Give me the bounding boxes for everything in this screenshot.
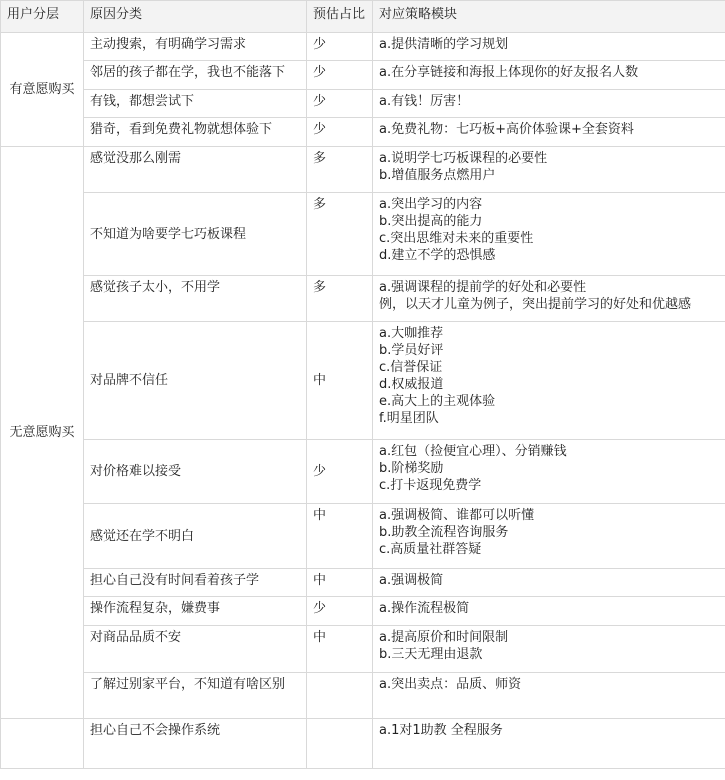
header-ratio: 预估占比 <box>307 1 373 33</box>
ratio-cell <box>307 673 373 719</box>
reason-cell: 感觉没那么刚需 <box>84 147 307 193</box>
strategy-cell <box>373 504 725 569</box>
strategy-cell <box>373 440 725 504</box>
reason-cell: 了解过别家平台，不知道有啥区别 <box>84 673 307 719</box>
strategy-item: a.突出学习的内容 <box>379 197 483 212</box>
strategy-cell <box>373 33 725 61</box>
strategy-item: b.学员好评 <box>379 343 444 358</box>
ratio-cell: 少 <box>307 440 373 504</box>
ratio-cell: 少 <box>307 61 373 90</box>
strategy-item: f.明星团队 <box>379 411 439 426</box>
strategy-cell <box>373 147 725 193</box>
strategy-item: a.说明学七巧板课程的必要性 <box>379 151 548 166</box>
ratio-cell: 中 <box>307 569 373 597</box>
reason-cell: 对商品品质不安 <box>84 626 307 673</box>
strategy-item: c.信誉保证 <box>379 360 443 375</box>
strategy-item: b.增值服务点燃用户 <box>379 168 496 183</box>
reason-cell: 邻居的孩子都在学，我也不能落下 <box>84 61 307 90</box>
reason-cell: 担心自己不会操作系统 <box>84 719 307 769</box>
strategy-cell <box>373 719 725 769</box>
strategy-item: b.三天无理由退款 <box>379 647 483 662</box>
table-row <box>1 569 725 597</box>
strategy-item: a.强调极简 <box>379 573 444 588</box>
reason-cell: 担心自己没有时间看着孩子学 <box>84 569 307 597</box>
user-tier-cell <box>1 719 84 769</box>
strategy-item: 例，以天才儿童为例子，突出提前学习的好处和优越感 <box>379 297 692 312</box>
strategy-item: a.在分享链接和海报上体现你的好友报名人数 <box>379 65 639 80</box>
ratio-cell: 中 <box>307 504 373 569</box>
reason-cell: 操作流程复杂，嫌费事 <box>84 597 307 626</box>
ratio-cell: 多 <box>307 147 373 193</box>
table-row <box>1 276 725 322</box>
table-row <box>1 673 725 719</box>
strategy-item: e.高大上的主观体验 <box>379 394 496 409</box>
strategy-cell <box>373 626 725 673</box>
strategy-item: b.突出提高的能力 <box>379 214 483 229</box>
ratio-cell: 少 <box>307 90 373 118</box>
strategy-cell <box>373 118 725 147</box>
strategy-item: b.阶梯奖励 <box>379 461 444 476</box>
ratio-cell: 少 <box>307 597 373 626</box>
table-row <box>1 322 725 440</box>
table-row <box>1 147 725 193</box>
strategy-item: a.强调极简、谁都可以听懂 <box>379 508 535 523</box>
ratio-cell: 中 <box>307 322 373 440</box>
table-row <box>1 193 725 276</box>
strategy-item: a.有钱！厉害！ <box>379 94 470 109</box>
strategy-cell <box>373 90 725 118</box>
header-strategy: 对应策略模块 <box>373 1 725 33</box>
table-row <box>1 118 725 147</box>
table-row <box>1 90 725 118</box>
table-row <box>1 33 725 61</box>
strategy-item: d.权威报道 <box>379 377 444 392</box>
table-row <box>1 597 725 626</box>
table-row <box>1 626 725 673</box>
strategy-item: a.大咖推荐 <box>379 326 444 341</box>
reason-cell: 主动搜索，有明确学习需求 <box>84 33 307 61</box>
user-tier-cell: 有意愿购买 <box>1 33 84 147</box>
ratio-cell <box>307 719 373 769</box>
strategy-item: d.建立不学的恐惧感 <box>379 248 496 263</box>
ratio-cell: 少 <box>307 118 373 147</box>
strategy-cell <box>373 276 725 322</box>
strategy-item: a.提高原价和时间限制 <box>379 630 509 645</box>
strategy-item: a.操作流程极简 <box>379 601 470 616</box>
strategy-item: a.强调课程的提前学的好处和必要性 <box>379 280 587 295</box>
strategy-item: a.1对1助教 全程服务 <box>379 723 503 738</box>
strategy-item: c.打卡返现免费学 <box>379 478 482 493</box>
header-user-tier: 用户分层 <box>1 1 84 33</box>
strategy-cell <box>373 61 725 90</box>
table-row <box>1 504 725 569</box>
strategy-item: a.突出卖点：品质、师资 <box>379 677 522 692</box>
strategy-item: b.助教全流程咨询服务 <box>379 525 509 540</box>
user-tier-cell: 无意愿购买 <box>1 147 84 719</box>
strategy-item: c.突出思维对未来的重要性 <box>379 231 534 246</box>
reason-cell: 不知道为啥要学七巧板课程 <box>84 193 307 276</box>
ratio-cell: 中 <box>307 626 373 673</box>
reason-cell: 有钱，都想尝试下 <box>84 90 307 118</box>
strategy-item: c.高质量社群答疑 <box>379 542 482 557</box>
reason-cell: 对品牌不信任 <box>84 322 307 440</box>
table-row <box>1 440 725 504</box>
strategy-item: a.免费礼物：七巧板+高价体验课+全套资料 <box>379 122 634 137</box>
strategy-cell <box>373 597 725 626</box>
strategy-item: a.提供清晰的学习规划 <box>379 37 509 52</box>
reason-cell: 感觉还在学不明白 <box>84 504 307 569</box>
strategy-cell <box>373 193 725 276</box>
reason-cell: 猎奇，看到免费礼物就想体验下 <box>84 118 307 147</box>
strategy-cell <box>373 322 725 440</box>
ratio-cell: 少 <box>307 33 373 61</box>
table-row <box>1 61 725 90</box>
header-reason: 原因分类 <box>84 1 307 33</box>
ratio-cell: 多 <box>307 276 373 322</box>
strategy-cell <box>373 673 725 719</box>
ratio-cell: 多 <box>307 193 373 276</box>
reason-cell: 对价格难以接受 <box>84 440 307 504</box>
strategy-cell <box>373 569 725 597</box>
table-row <box>1 719 725 769</box>
strategy-item: a.红包（捡便宜心理）、分销赚钱 <box>379 444 567 459</box>
reason-cell: 感觉孩子太小，不用学 <box>84 276 307 322</box>
header-row <box>1 1 725 33</box>
